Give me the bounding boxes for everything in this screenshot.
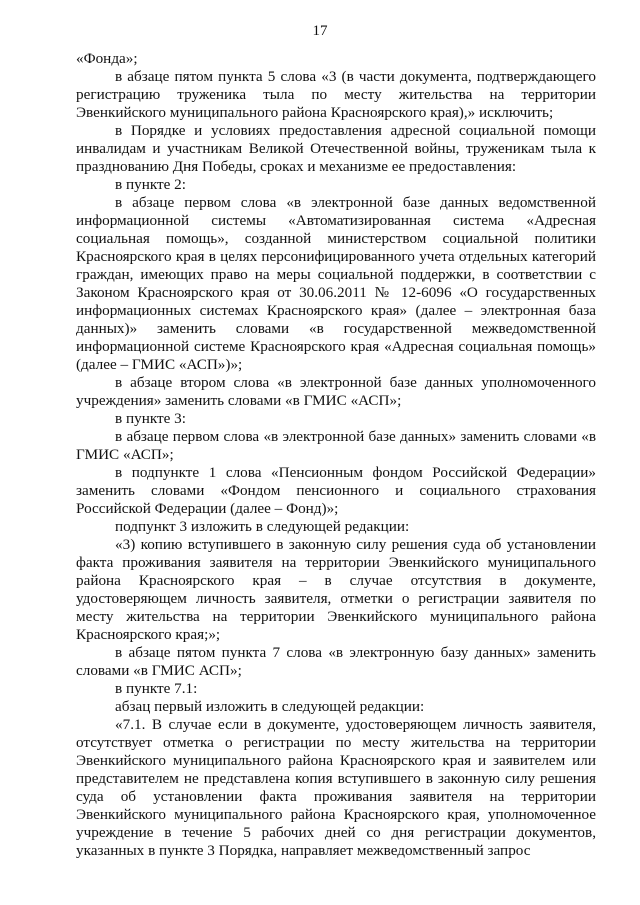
paragraph: «3) копию вступившего в законную силу решения суда об установлении факта проживания заявителя на территории Эвенкийского муниципального района Красноярского края – в случае отсутствия в документе, удостоверяющем личность заявителя, отметки о регистрации заявителя по месту жительства на территории Эвенкийского муниципального района Красноярского края;»;	[76, 536, 596, 643]
paragraph: в подпункте 1 слова «Пенсионным фондом Российской Федерации» заменить словами «Фондом пенсионного и социального страхования Российской Федерации (далее – Фонд)»;	[76, 464, 596, 517]
paragraph: в пункте 3:	[115, 410, 186, 427]
paragraph: «7.1. В случае если в документе, удостоверяющем личность заявителя, отсутствует отметка о регистрации по месту жительства на территории Эвенкийского муниципального района Красноярского края и заявителем или представителем не представлена копия вступившего в законную силу решения суда об установлении факта проживания заявителя на территории Эвенкийского муниципального района Красноярского края, уполномоченное учреждение в течение 5 рабочих дней со дня регистрации документов, указанных в пункте 3 Порядка, направляет межведомственный запрос	[76, 716, 596, 859]
document-body	[76, 50, 596, 860]
paragraph: в абзаце пятом пункта 5 слова «3 (в части документа, подтверждающего регистрацию труженика тыла по месту жительства на территории Эвенкийского муниципального района Красноярского края),» исключить;	[76, 68, 596, 121]
paragraph: в абзаце первом слова «в электронной базе данных» заменить словами «в ГМИС «АСП»;	[76, 428, 596, 463]
paragraph: «Фонда»;	[76, 50, 138, 67]
paragraph: в пункте 7.1:	[115, 680, 198, 697]
paragraph: в абзаце втором слова «в электронной базе данных уполномоченного учреждения» заменить словами «в ГМИС «АСП»;	[76, 374, 596, 409]
page-number: 17	[312, 23, 328, 39]
paragraph: в абзаце пятом пункта 7 слова «в электронную базу данных» заменить словами «в ГМИС АСП»;	[76, 644, 596, 679]
paragraph: в пункте 2:	[115, 176, 186, 193]
paragraph: подпункт 3 изложить в следующей редакции:	[115, 518, 410, 535]
paragraph: абзац первый изложить в следующей редакции:	[115, 698, 425, 715]
paragraph: в абзаце первом слова «в электронной базе данных ведомственной информационной системы «Автоматизированная система «Адресная социальная помощь», созданной министерством социальной политики Красноярского края в целях персонифицированного учета отдельных категорий граждан, имеющих право на меры социальной поддержки, в соответствии с Законом Красноярского края от 30.06.2011 № 12-6096 «О государственных информационных системах Красноярского края» (далее – электронная база данных)» заменить словами «в государственной межведомственной информационной системе Красноярского края «Адресная социальная помощь» (далее – ГМИС «АСП»)»;	[76, 194, 596, 373]
paragraph: в Порядке и условиях предоставления адресной социальной помощи инвалидам и участникам Великой Отечественной войны, труженикам тыла к празднованию Дня Победы, сроках и механизме ее предоставления:	[76, 122, 596, 175]
